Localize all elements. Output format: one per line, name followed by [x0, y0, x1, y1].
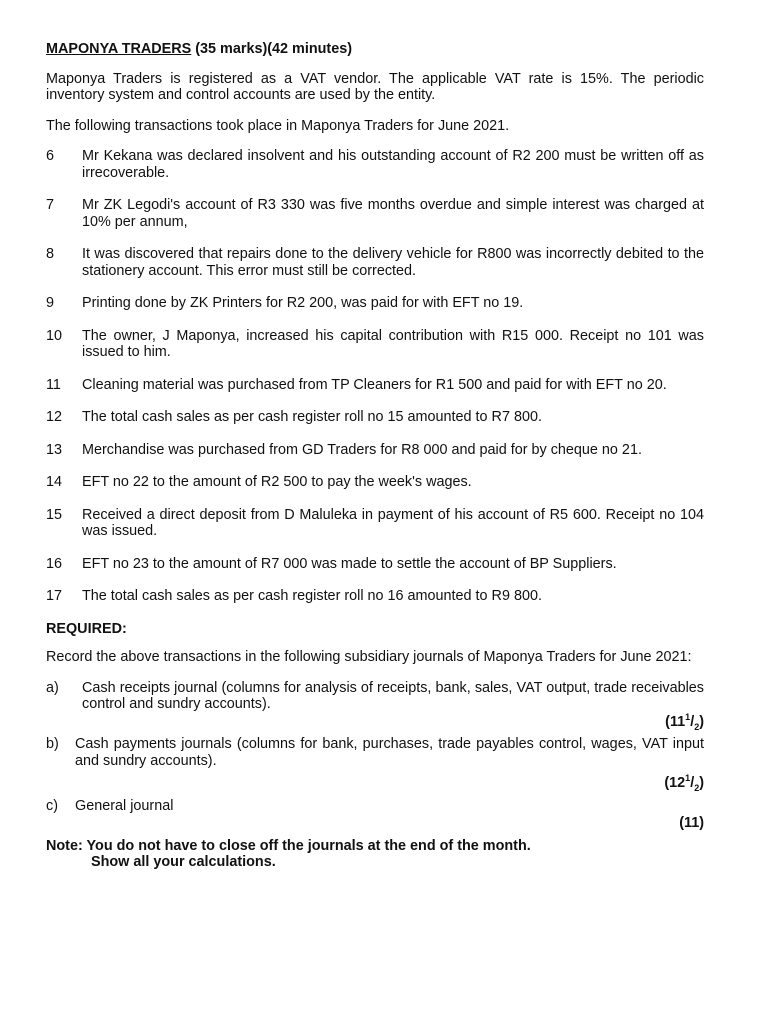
transaction-text: EFT no 22 to the amount of R2 500 to pay the week's wages. [82, 474, 472, 490]
part-text: Cash receipts journal (columns for analysis of receipts, bank, sales, VAT output, trade receivables control and sundry accounts). [82, 679, 704, 712]
transaction-item [46, 246, 704, 279]
part-text: General journal [75, 797, 174, 814]
requirement-part [46, 798, 704, 815]
transaction-text: Mr ZK Legodi's account of R3 330 was five months overdue and simple interest was charged at 10% per annum, [82, 197, 704, 230]
transaction-text: It was discovered that repairs done to the delivery vehicle for R800 was incorrectly debited to the stationery account. This error must still be corrected. [82, 246, 704, 279]
transaction-item [46, 409, 704, 426]
transaction-text: Merchandise was purchased from GD Traders for R8 000 and paid for by cheque no 21. [82, 441, 642, 458]
transaction-number: 12 [46, 409, 63, 425]
intro-paragraph: Maponya Traders is registered as a VAT vendor. The applicable VAT rate is 15%. The periodic inventory system and control accounts are used by the entity. [46, 70, 704, 103]
transaction-number: 6 [46, 148, 55, 164]
transaction-number: 14 [46, 474, 63, 490]
transaction-text: The owner, J Maponya, increased his capital contribution with R15 000. Receipt no 101 was issued to him. [82, 327, 704, 360]
transaction-item [46, 377, 704, 394]
transaction-number: 11 [46, 376, 61, 393]
transaction-number: 13 [46, 441, 63, 458]
transaction-number: 10 [46, 327, 63, 344]
part-marks: (11) [679, 815, 704, 831]
transaction-item [46, 197, 704, 230]
required-heading: REQUIRED: [46, 620, 127, 637]
transaction-number: 16 [46, 555, 63, 572]
transaction-text: Mr Kekana was declared insolvent and his outstanding account of R2 200 must be written off as irrecoverable. [82, 148, 704, 181]
transaction-item [46, 507, 704, 540]
transaction-item [46, 148, 704, 181]
marks-time: (35 marks)(42 minutes) [191, 41, 353, 57]
transaction-item [46, 556, 704, 573]
note-line: Note: You do not have to close off the journals at the end of the month. [46, 837, 531, 854]
part-label: c) [46, 797, 58, 814]
intro-paragraph: The following transactions took place in Maponya Traders for June 2021. [46, 117, 510, 134]
requirement-part [46, 736, 704, 769]
transaction-number: 15 [46, 506, 63, 523]
required-instruction: Record the above transactions in the following subsidiary journals of Maponya Traders for June 2021: [46, 649, 692, 665]
note [46, 838, 704, 871]
transaction-number: 7 [46, 197, 55, 213]
transaction-text: Cleaning material was purchased from TP Cleaners for R1 500 and paid for with EFT no 20. [82, 376, 667, 393]
transaction-item [46, 588, 704, 605]
requirement-part [46, 680, 704, 713]
part-marks: $(12^1/_2)$ [664, 773, 704, 793]
part-text: Cash payments journals (columns for bank, purchases, trade payables control, wages, VAT input and sundry accounts). [75, 736, 704, 769]
transaction-number: 8 [46, 246, 55, 262]
transaction-text: The total cash sales as per cash register roll no 16 amounted to R9 800. [82, 588, 542, 604]
note-line: Show all your calculations. [91, 854, 276, 870]
transaction-text: Received a direct deposit from D Maluleka in payment of his account of R5 600. Receipt no 104 was issued. [82, 506, 704, 539]
transactions-list [46, 148, 704, 605]
transaction-text: EFT no 23 to the amount of R7 000 was made to settle the account of BP Suppliers. [82, 555, 617, 572]
transaction-item [46, 328, 704, 361]
transaction-item [46, 442, 704, 459]
part-label: b) [46, 736, 59, 752]
transaction-item [46, 474, 704, 491]
page-title [46, 41, 704, 58]
transaction-item [46, 295, 704, 312]
part-label: a) [46, 679, 59, 696]
transaction-text: Printing done by ZK Printers for R2 200, was paid for with EFT no 19. [82, 295, 524, 311]
transaction-number: 9 [46, 295, 55, 311]
transaction-text: The total cash sales as per cash register roll no 15 amounted to R7 800. [82, 409, 542, 425]
company-name: MAPONYA TRADERS [46, 41, 192, 57]
transaction-number: 17 [46, 588, 63, 604]
part-marks: $(11^1/_2)$ [665, 711, 704, 732]
